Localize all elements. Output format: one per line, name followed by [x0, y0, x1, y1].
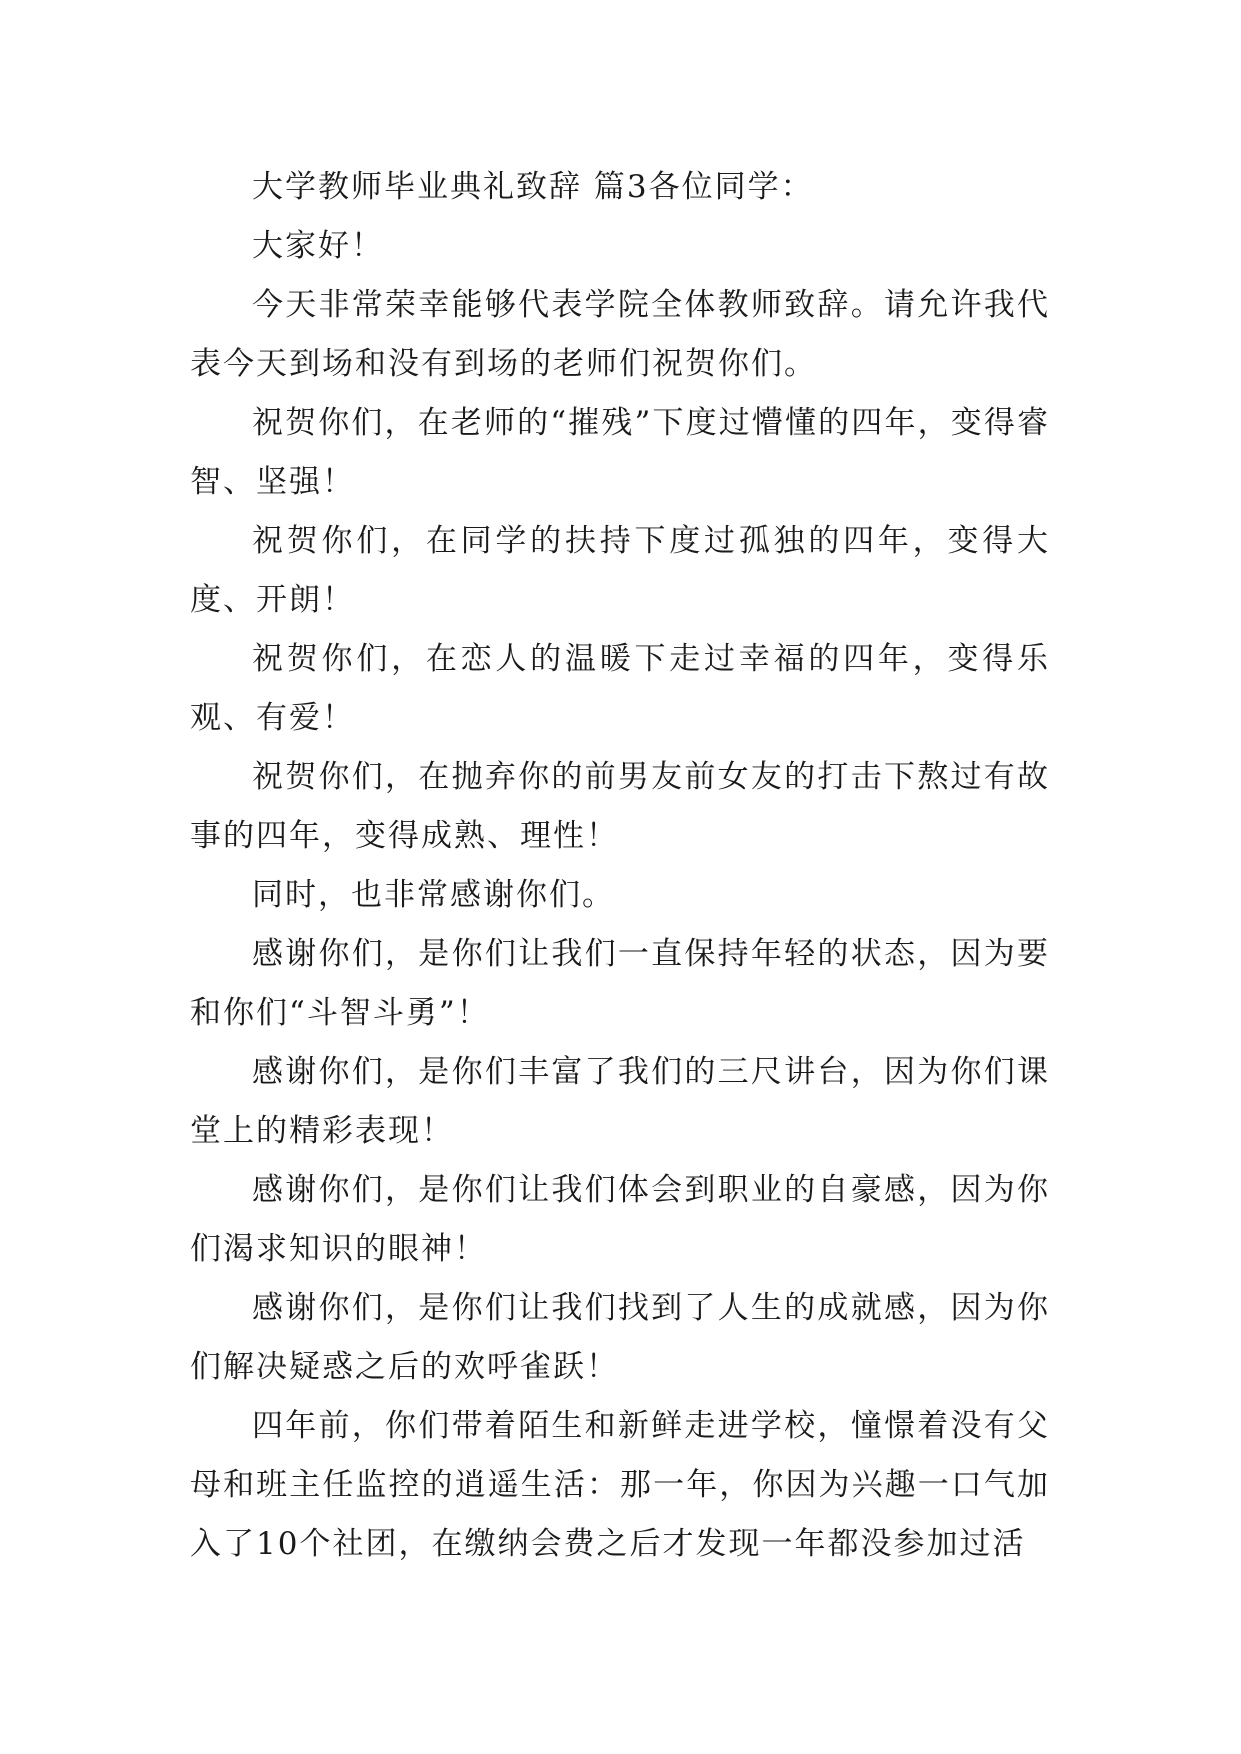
paragraph: 感谢你们，是你们让我们一直保持年轻的状态，因为要和你们“斗智斗勇”！ — [190, 936, 1050, 1031]
paragraph: 祝贺你们，在抛弃你的前男友前女友的打击下熬过有故事的四年，变得成熟、理性！ — [190, 759, 1050, 854]
paragraph: 今天非常荣幸能够代表学院全体教师致辞。请允许我代表今天到场和没有到场的老师们祝贺你们。 — [190, 287, 1050, 382]
paragraph: 同时，也非常感谢你们。 — [252, 877, 615, 913]
document-body — [190, 158, 1050, 1574]
paragraph: 祝贺你们，在同学的扶持下度过孤独的四年，变得大度、开朗！ — [190, 523, 1050, 618]
paragraph: 感谢你们，是你们让我们体会到职业的自豪感，因为你们渴求知识的眼神！ — [190, 1172, 1050, 1267]
paragraph: 祝贺你们，在恋人的温暖下走过幸福的四年，变得乐观、有爱！ — [190, 641, 1050, 736]
paragraph: 感谢你们，是你们丰富了我们的三尺讲台，因为你们课堂上的精彩表现！ — [190, 1054, 1050, 1149]
paragraph-greeting: 大家好！ — [252, 228, 384, 264]
paragraph-title: 大学教师毕业典礼致辞 篇3各位同学： — [252, 169, 814, 205]
paragraph: 感谢你们，是你们让我们找到了人生的成就感，因为你们解决疑惑之后的欢呼雀跃！ — [190, 1290, 1050, 1385]
paragraph: 四年前，你们带着陌生和新鲜走进学校，憧憬着没有父母和班主任监控的逍遥生活：那一年，你因为兴趣一口气加入了10个社团，在缴纳会费之后才发现一年都没参加过活 — [190, 1408, 1050, 1562]
paragraph: 祝贺你们，在老师的“摧残”下度过懵懂的四年，变得睿智、坚强！ — [190, 405, 1050, 500]
